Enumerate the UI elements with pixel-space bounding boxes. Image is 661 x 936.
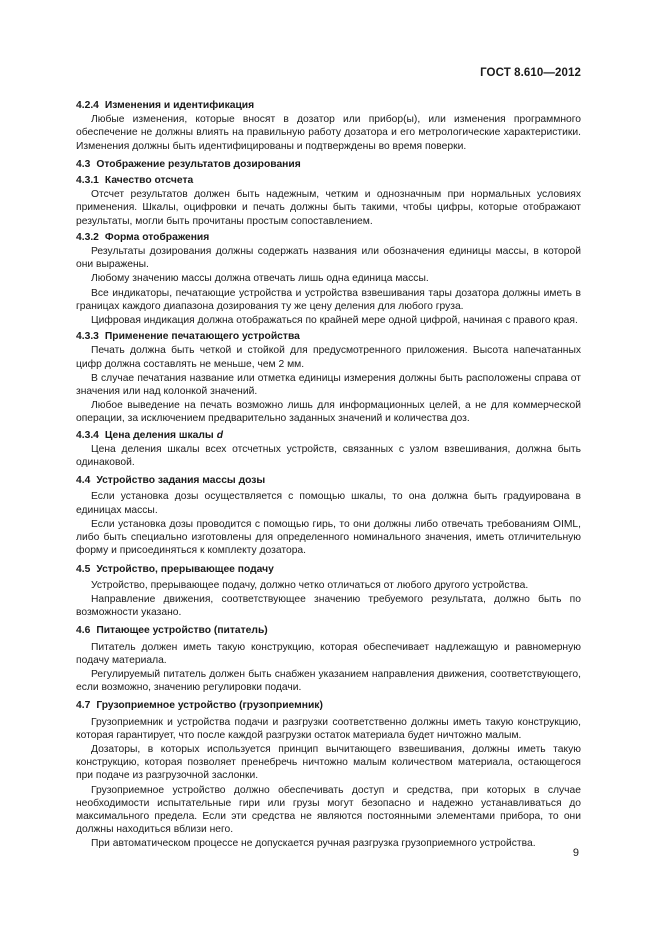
heading-number: 4.7 <box>76 700 91 712</box>
paragraph: Любые изменения, которые вносят в дозатор или прибор(ы), или изменения программного обеспечение не должны влиять на правильную работу дозатора и его метрологические характеристики. Изменения должны быть идентифицированы и подтверждены во время поверки. <box>76 114 581 152</box>
heading-title: Питающее устройство (питатель) <box>96 625 268 637</box>
heading-title: Грузоприемное устройство (грузоприемник) <box>96 700 323 712</box>
paragraph: Питатель должен иметь такую конструкцию, которая обеспечивает надлежащую и равномерную подачу материала. <box>76 641 581 666</box>
paragraph: При автоматическом процессе не допускается ручная разгрузка грузоприемного устройства. <box>91 838 536 850</box>
heading-number: 4.3.1 <box>76 175 99 187</box>
paragraph: Грузоприемник и устройства подачи и разгрузки соответственно должны иметь такую конструкцию, которая гарантирует, что после каждой разгрузки остаток материала будет ничтожно малым. <box>76 716 581 741</box>
standard-header: ГОСТ 8.610—2012 <box>480 67 581 79</box>
section-heading <box>76 158 581 171</box>
paragraph: Направление движения, соответствующее значению требуемого результата, должно быть по возможности указано. <box>76 593 581 619</box>
heading-number: 4.4 <box>76 475 91 487</box>
paragraph: Все индикаторы, печатающие устройства и устройства взвешивания тары дозатора должны иметь в границах каждого диапазона дозирования ту же цену деления для любого груза. <box>76 287 581 312</box>
subsection-heading <box>76 99 581 112</box>
paragraph: Результаты дозирования должны содержать названия или обозначения единицы массы, в которой они выражены. <box>76 246 581 271</box>
section-heading <box>76 699 581 712</box>
paragraph: В случае печатания название или отметка единицы измерения должны быть расположены справа от значения или над колонкой значений. <box>76 372 581 398</box>
heading-number: 4.3.4 <box>76 429 99 441</box>
heading-title: Изменения и идентификация <box>104 100 255 111</box>
paragraph: Печать должна быть четкой и стойкой для предусмотренного приложения. Высота напечатанных цифр должна составлять не меньше, чем 2 мм. <box>76 345 581 370</box>
subsection-heading <box>76 429 581 442</box>
paragraph: Цифровая индикация должна отображаться по крайней мере одной цифрой, начиная с правого края. <box>91 315 578 327</box>
heading-title: Применение печатающего устройства <box>104 331 300 343</box>
heading-number: 4.3.3 <box>76 331 99 343</box>
page-number: 9 <box>572 847 579 859</box>
subsection-heading <box>76 174 581 187</box>
section-heading <box>76 624 581 637</box>
heading-title: Отображение результатов дозирования <box>96 158 301 170</box>
paragraph: Любому значению массы должна отвечать лишь одна единица массы. <box>91 273 429 285</box>
heading-symbol: d <box>216 429 223 441</box>
heading-number: 4.5 <box>76 563 91 575</box>
paragraph: Регулируемый питатель должен быть снабжен указанием направления движения, соответствующего, если возможно, значению регулировки подачи. <box>76 668 581 694</box>
subsection-heading <box>76 330 581 343</box>
heading-title: Устройство, прерывающее подачу <box>96 563 274 575</box>
heading-title: Цена деления шкалы <box>104 429 214 441</box>
paragraph: Если установка дозы осуществляется с помощью шкалы, то она должна быть градуирована в единицах массы. <box>76 491 581 516</box>
heading-number: 4.3.2 <box>76 231 99 243</box>
section-heading <box>76 563 581 576</box>
paragraph: Отсчет результатов должен быть надежным, четким и однозначным при нормальных условиях применения. Шкалы, оцифровки и печать должны быть такими, чтобы цифры, которые отображают результаты, могли быть прочитаны простым сопоставлением. <box>76 189 581 227</box>
heading-title: Качество отсчета <box>104 175 194 187</box>
heading-title: Устройство задания массы дозы <box>96 475 266 487</box>
paragraph: Дозаторы, в которых используется принцип вычитающего взвешивания, должны иметь такую конструкцию, которая позволяет пренебречь ничтожно малым количеством материала, остающегося при подаче из разгрузочной заслонки. <box>76 743 581 782</box>
paragraph: Устройство, прерывающее подачу, должно четко отличаться от любого другого устройства. <box>91 579 529 591</box>
paragraph: Если установка дозы проводится с помощью гирь, то они должны либо отвечать требованиям OIML, либо быть специально изготовлены для определенного номинального значения, иметь отличительную форму и присоединяться к комплекту дозатора. <box>76 518 581 557</box>
heading-number: 4.6 <box>76 625 91 637</box>
section-heading <box>76 474 581 487</box>
document-body <box>76 96 581 851</box>
subsection-heading <box>76 231 581 244</box>
paragraph: Любое выведение на печать возможно лишь для информационных целей, а не для коммерческой операции, за исключением предварительно заданных значений и количества доз. <box>76 400 581 425</box>
heading-title: Форма отображения <box>104 231 210 243</box>
heading-number: 4.3 <box>76 158 91 170</box>
paragraph: Цена деления шкалы всех отсчетных устройств, связанных с узлом взвешивания, должна быть одинаковой. <box>76 443 581 469</box>
paragraph: Грузоприемное устройство должно обеспечивать доступ и средства, при которых в случае необходимости испытательные гири или грузы могут безопасно и надежно устанавливаться до максимального предела. Если эти средства не являются постоянными элементами прибора, то они должны находиться вблизи него. <box>76 784 581 836</box>
heading-number: 4.2.4 <box>76 100 99 111</box>
